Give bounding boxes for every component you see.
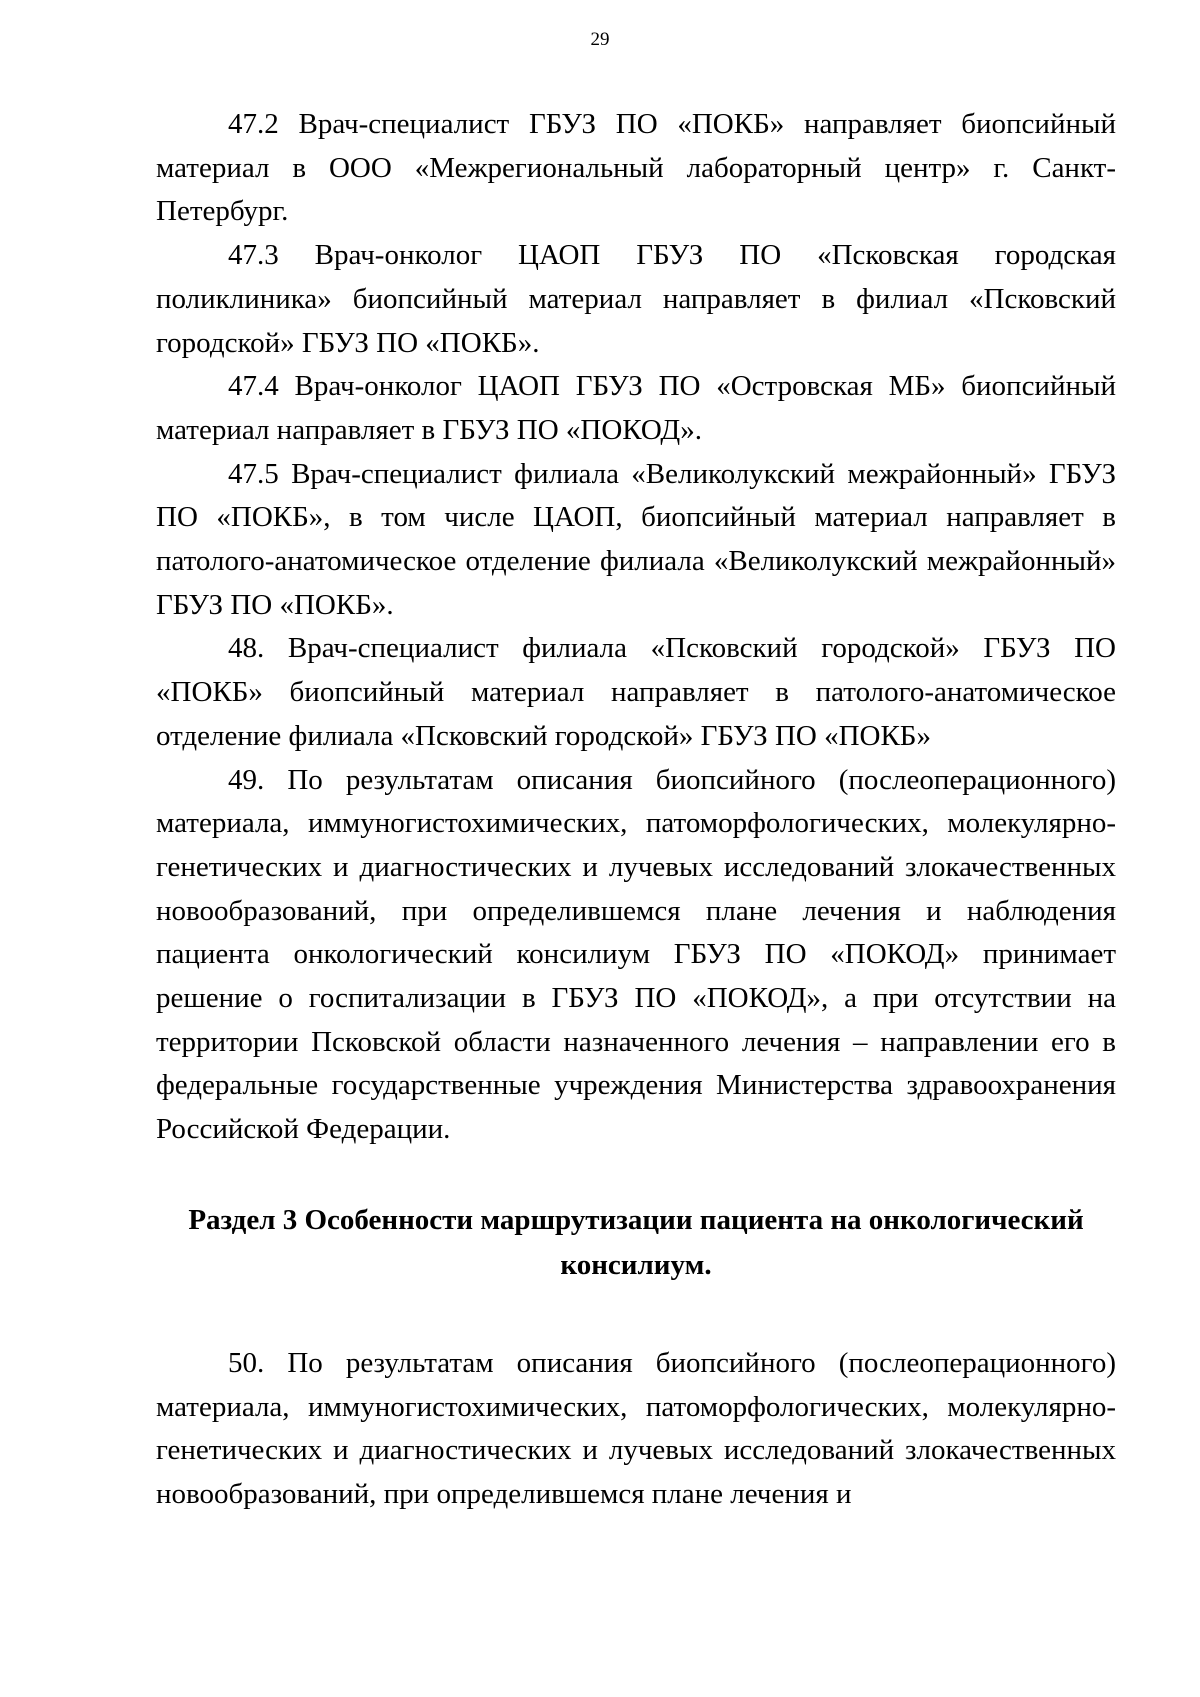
page-number: 29 [590,29,610,50]
paragraph-49: 49. По результатам описания биопсийного (послеоперационного) материала, иммуногистохимических, патоморфологических, молекулярно-генетических и диагностических и лучевых исследований злокачественных новообразований, при определившемся плане лечения и наблюдения пациента онкологический консилиум ГБУЗ ПО «ПОКОД» принимает решение о госпитализации в ГБУЗ ПО «ПОКОД», а при отсутствии на территории Псковской области назначенного лечения – направлении его в федеральные государственные учреждения Министерства здравоохранения Российской Федерации. [156,763,1116,1146]
paragraph-47-4: 47.4 Врач-онколог ЦАОП ГБУЗ ПО «Островская МБ» биопсийный материал направляет в ГБУЗ ПО «ПОКОД». [156,370,1116,446]
paragraph-47-5: 47.5 Врач-специалист филиала «Великолукский межрайонный» ГБУЗ ПО «ПОКБ», в том числе ЦАОП, биопсийный материал направляет в патолого-анатомическое отделение филиала «Великолукский межрайонный» ГБУЗ ПО «ПОКБ». [156,457,1116,621]
section-title: Раздел 3 Особенности маршрутизации пациента на онкологический консилиум. [188,1203,1084,1281]
document-body [156,103,1116,1517]
paragraph-47-3: 47.3 Врач-онколог ЦАОП ГБУЗ ПО «Псковская городская поликлиника» биопсийный материал направляет в филиал «Псковский городской» ГБУЗ ПО «ПОКБ». [156,239,1116,359]
paragraph-50: 50. По результатам описания биопсийного (послеоперационного) материала, иммуногистохимических, патоморфологических, молекулярно-генетических и диагностических и лучевых исследований злокачественных новообразований, при определившемся плане лечения и [156,1346,1116,1510]
paragraph-47-2: 47.2 Врач-специалист ГБУЗ ПО «ПОКБ» направляет биопсийный материал в ООО «Межрегиональный лабораторный центр» г. Санкт-Петербург. [156,108,1116,228]
paragraph-48: 48. Врач-специалист филиала «Псковский городской» ГБУЗ ПО «ПОКБ» биопсийный материал направляет в патолого-анатомическое отделение филиала «Псковский городской» ГБУЗ ПО «ПОКБ» [156,632,1116,752]
